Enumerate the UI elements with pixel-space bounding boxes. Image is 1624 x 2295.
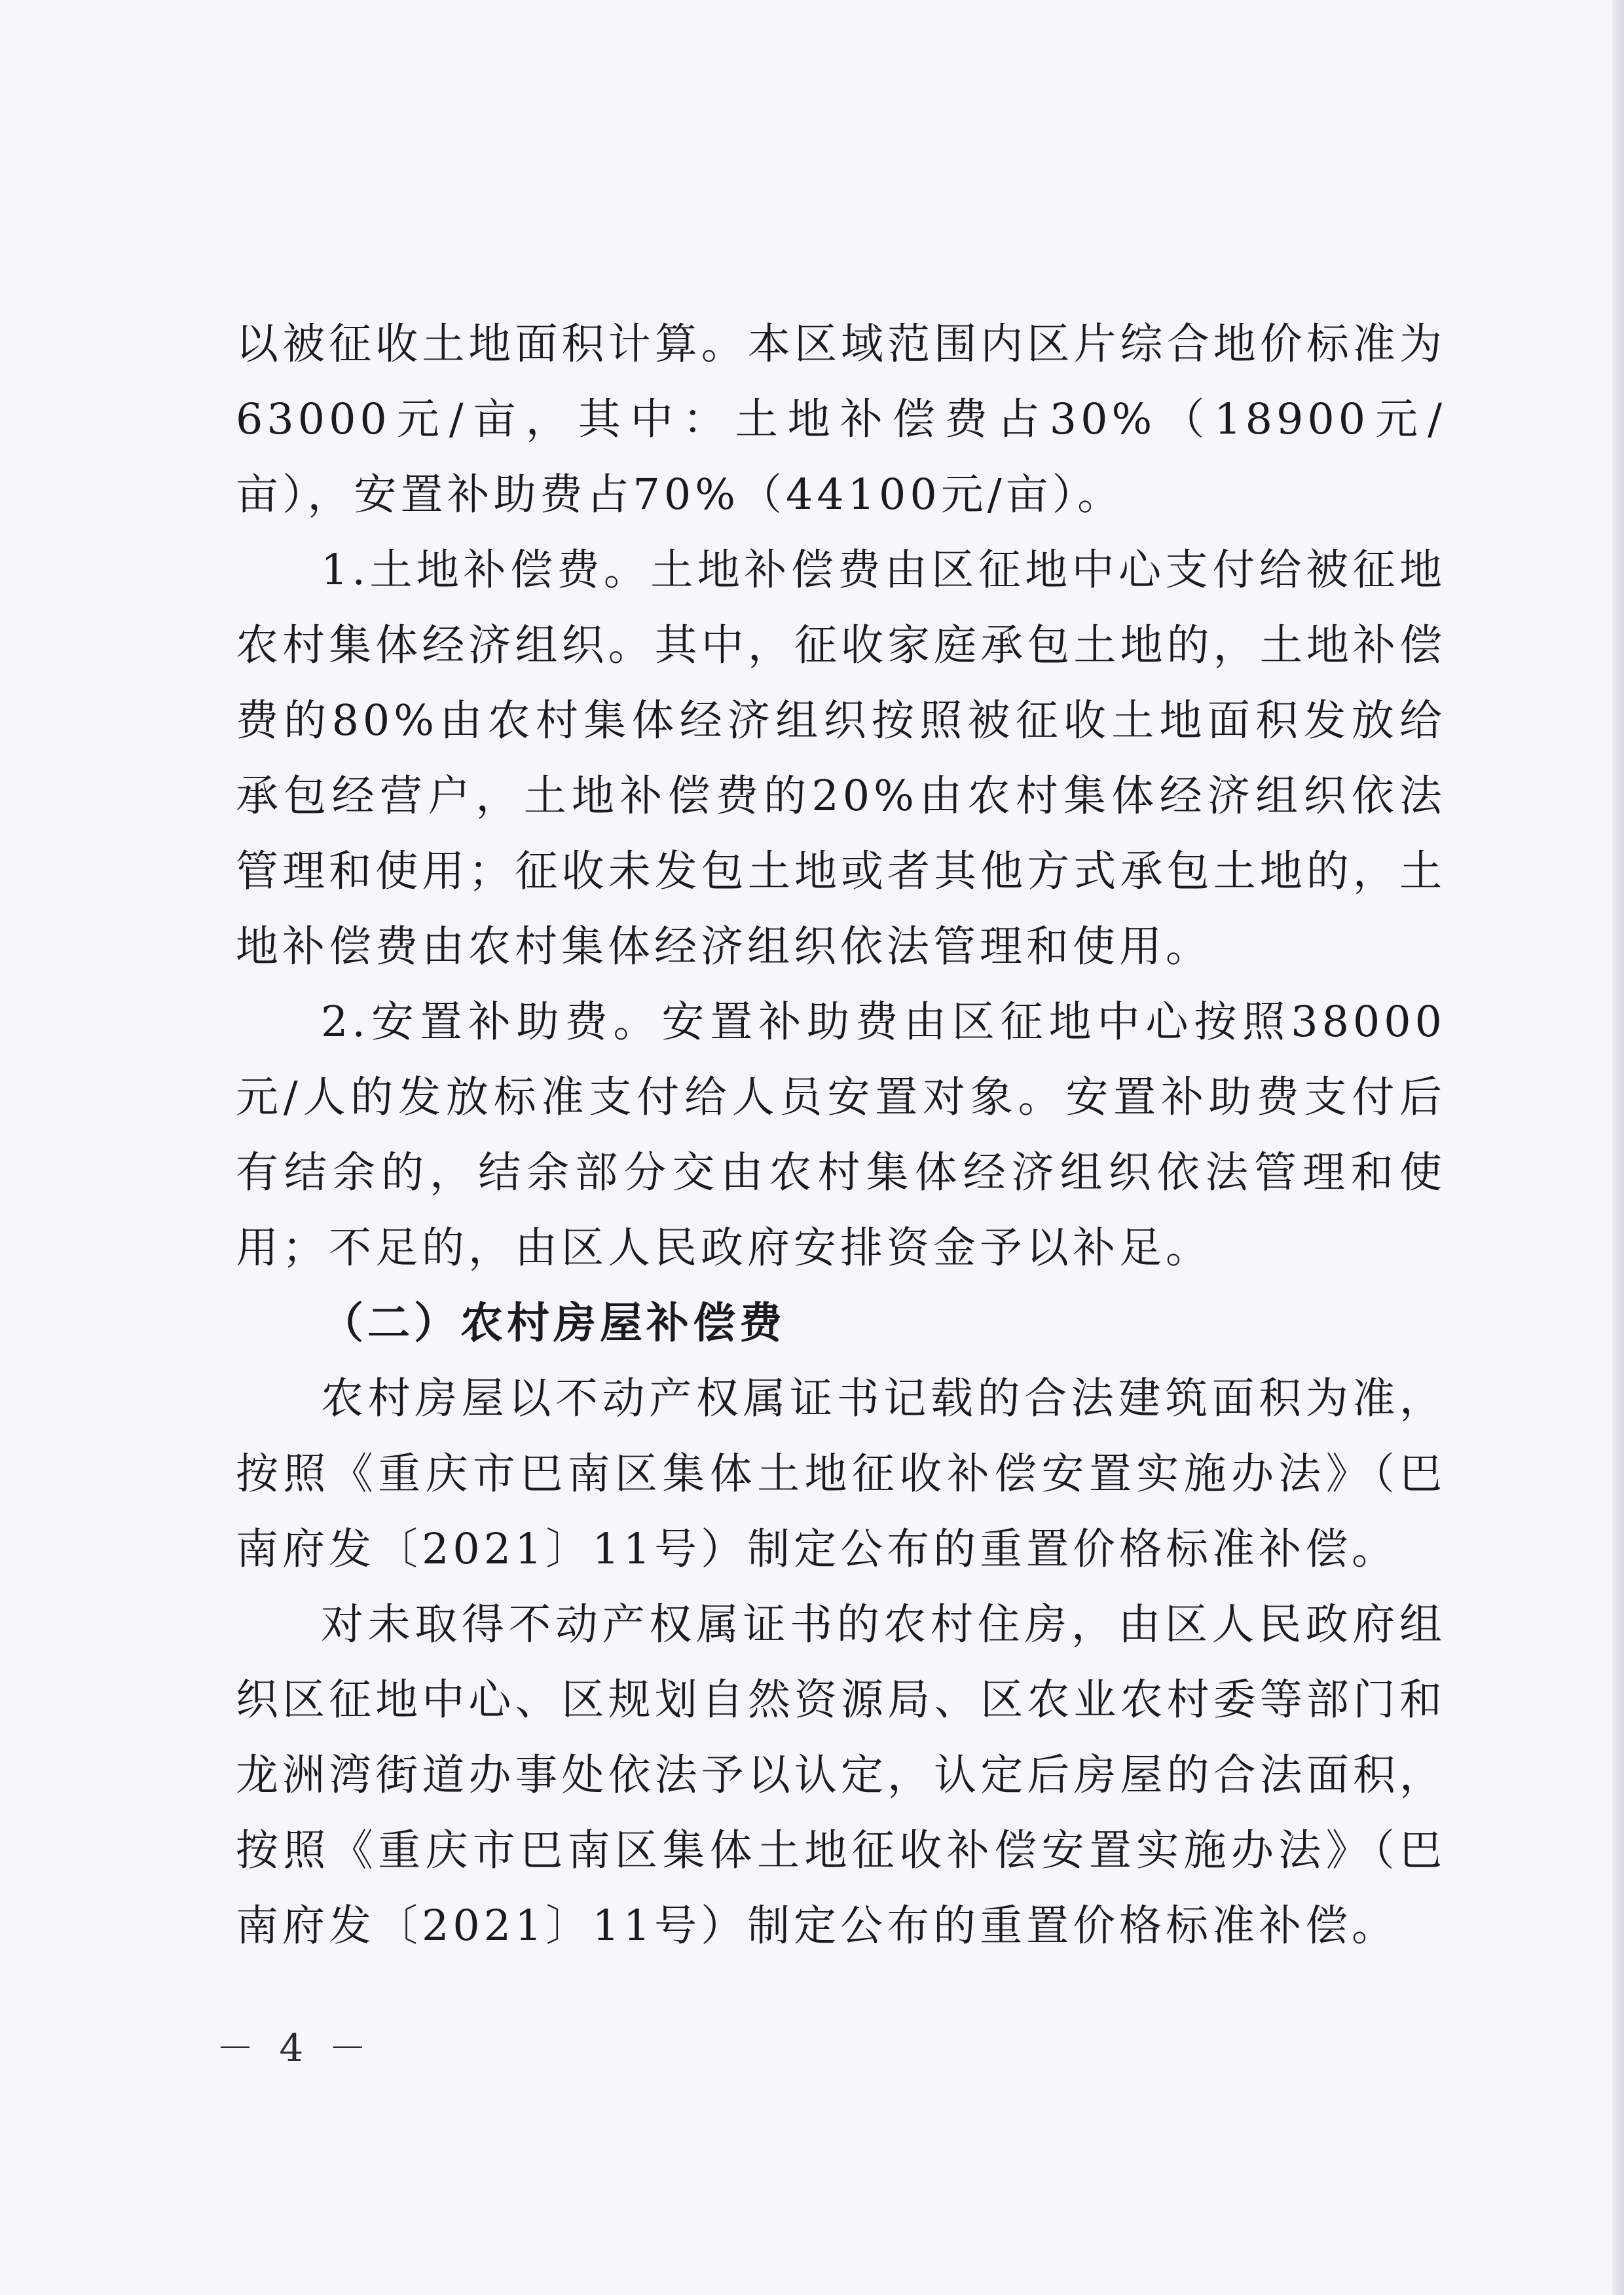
paragraph-land-price: 以被征收土地面积计算。本区域范围内区片综合地价标准为63000元/亩，其中：土地补偿费占30%（18900元/亩），安置补助费占70%（44100元/亩）。: [236, 320, 1446, 519]
page-number: － 4 －: [216, 2026, 373, 2070]
section-heading-housing-compensation: （二）农村房屋补偿费: [321, 1299, 786, 1348]
document-body: [236, 307, 1446, 1964]
page-edge: [1612, 0, 1624, 2295]
paragraph-housing-uncertified: 对未取得不动产权属证书的农村住房，由区人民政府组织区征地中心、区规划自然资源局、区农业农村委等部门和龙洲湾街道办事处依法予以认定，认定后房屋的合法面积，按照《重庆市巴南区集体土地征收补偿安置实施办法》（巴南府发〔2021〕11号）制定公布的重置价格标准补偿。: [236, 1600, 1446, 1950]
paragraph-land-compensation: 1.土地补偿费。土地补偿费由区征地中心支付给被征地农村集体经济组织。其中，征收家庭承包土地的，土地补偿费的80%由农村集体经济组织按照被征收土地面积发放给承包经营户，土地补偿费的20%由农村集体经济组织依法管理和使用；征收未发包土地或者其他方式承包土地的，土地补偿费由农村集体经济组织依法管理和使用。: [236, 546, 1446, 971]
paragraph-resettlement-subsidy: 2.安置补助费。安置补助费由区征地中心按照38000元/人的发放标准支付给人员安置对象。安置补助费支付后有结余的，结余部分交由农村集体经济组织依法管理和使用；不足的，由区人民政府安排资金予以补足。: [236, 998, 1446, 1273]
paragraph-housing-certified: 农村房屋以不动产权属证书记载的合法建筑面积为准，按照《重庆市巴南区集体土地征收补偿安置实施办法》（巴南府发〔2021〕11号）制定公布的重置价格标准补偿。: [236, 1374, 1446, 1574]
